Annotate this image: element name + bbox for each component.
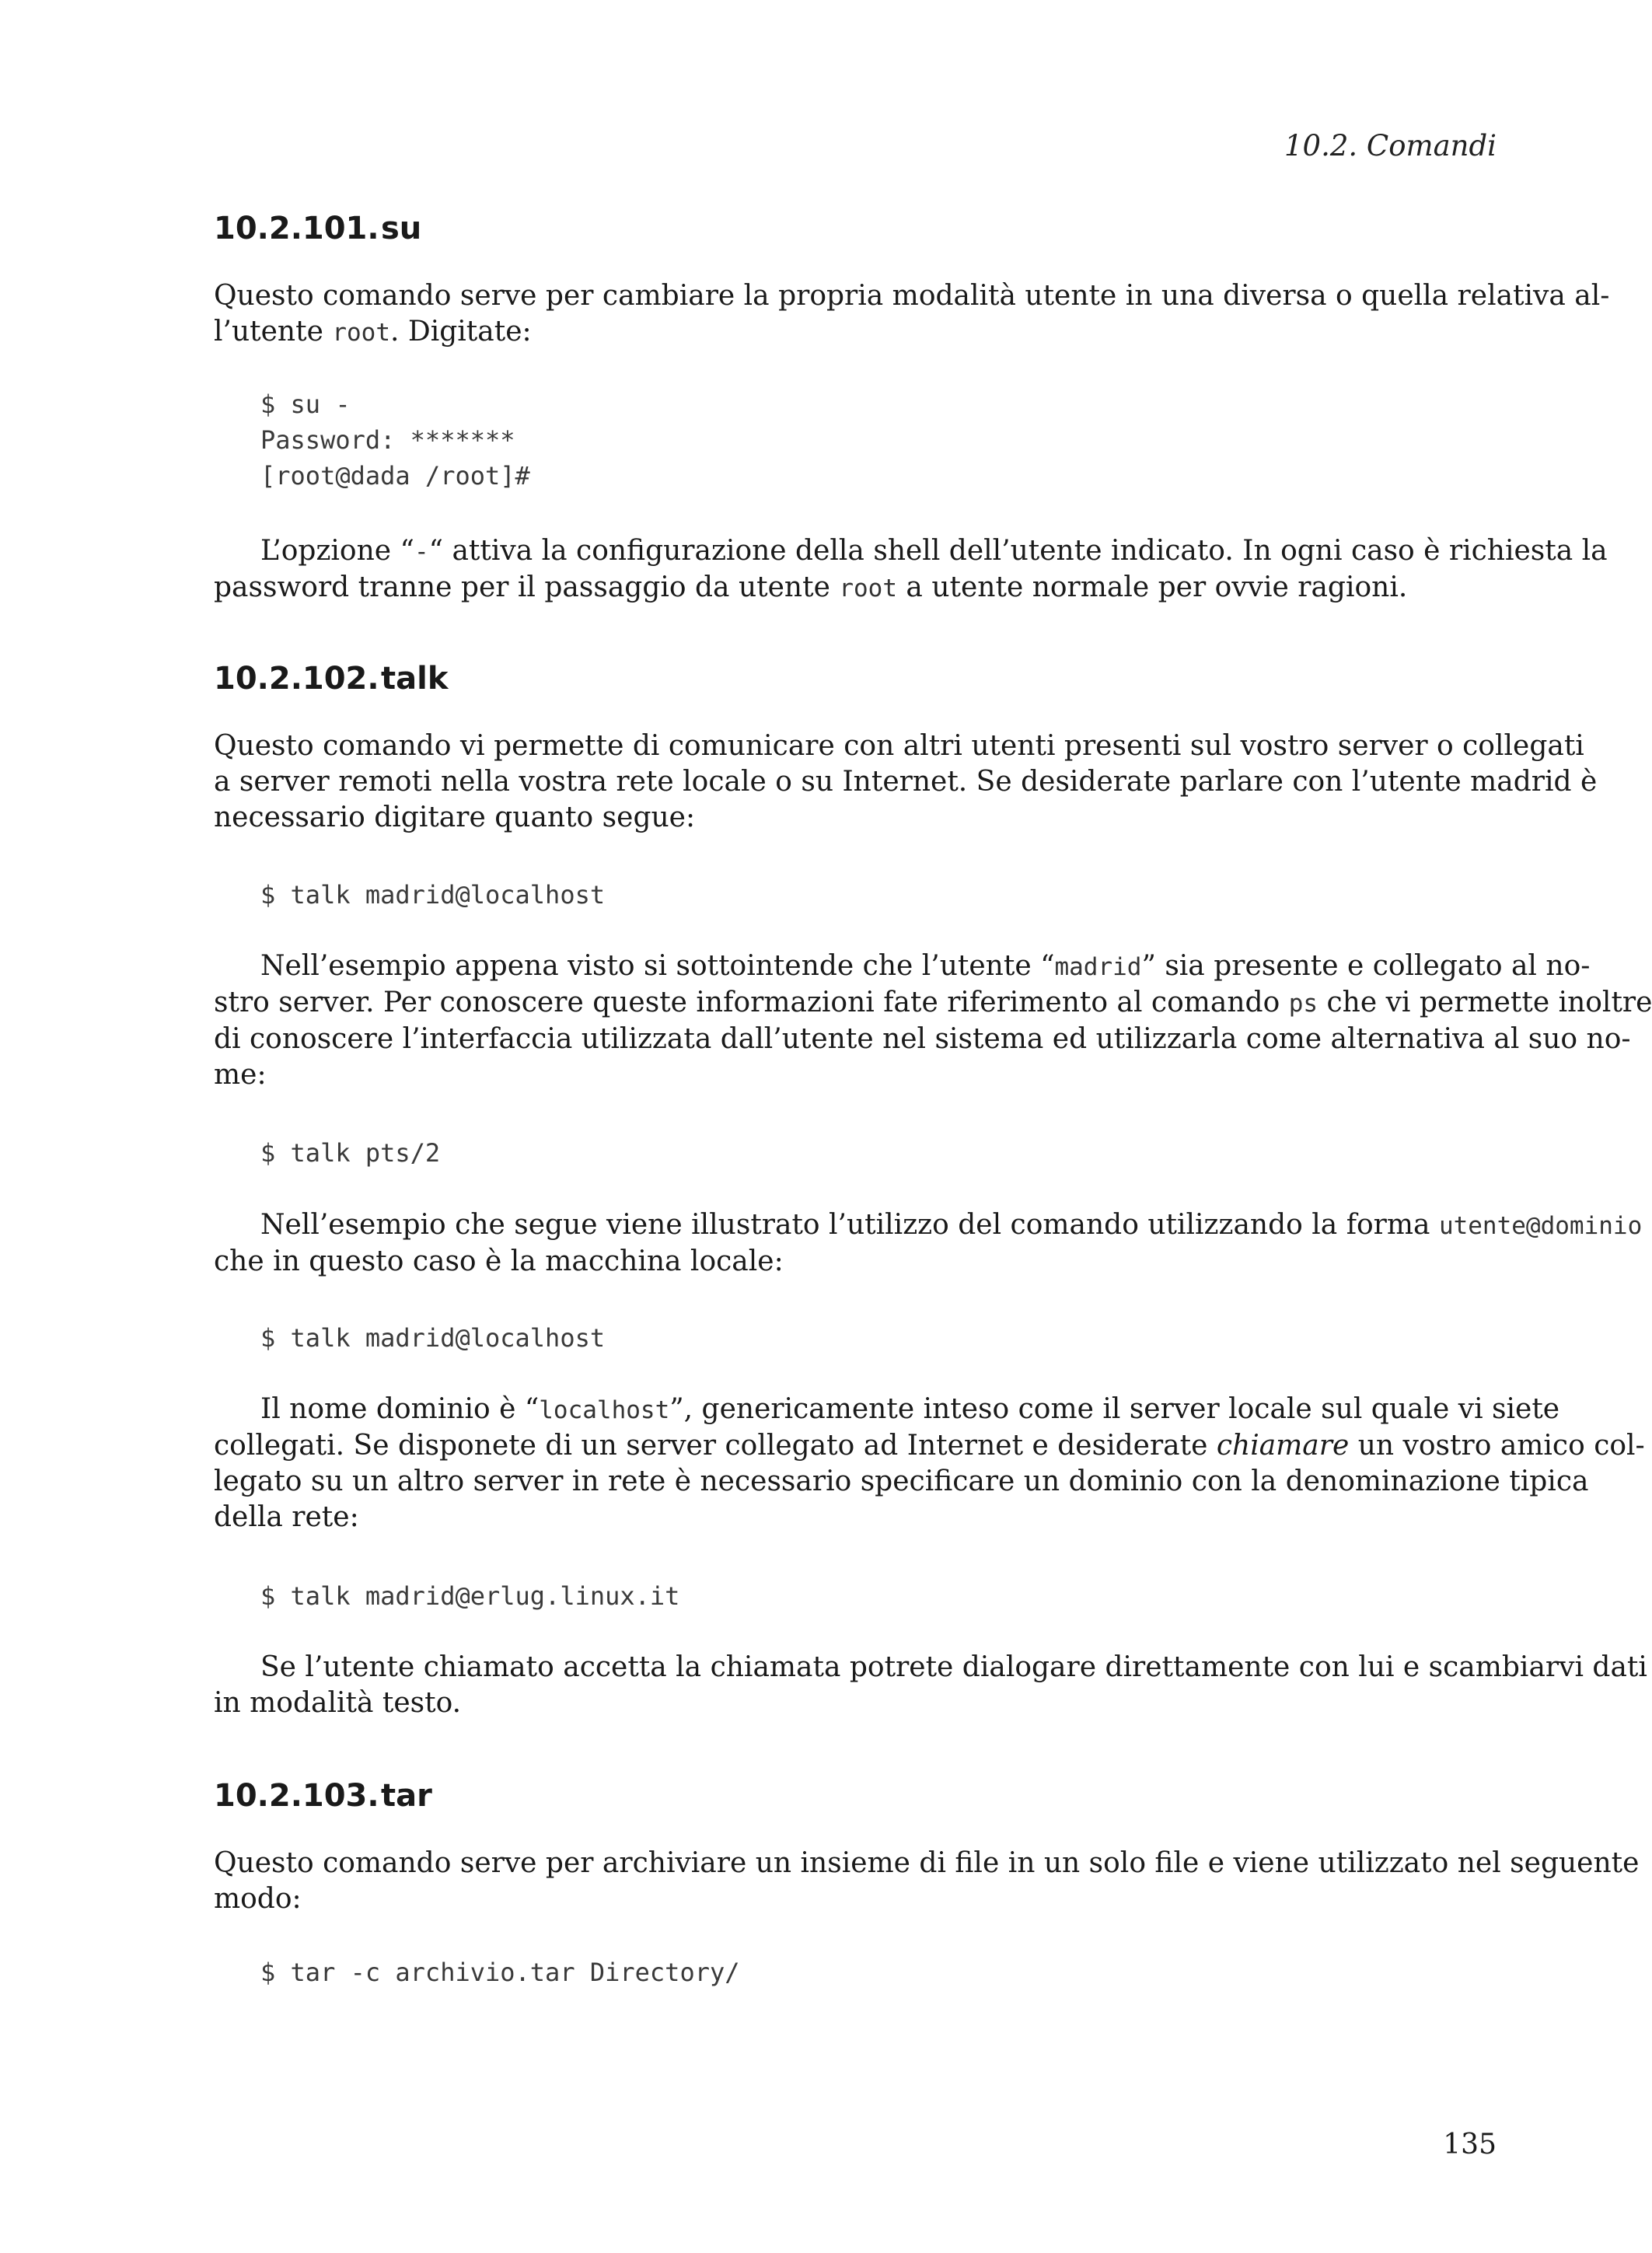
code-line: $ talk madrid@localhost <box>260 1323 606 1353</box>
text-line <box>214 1392 1560 1428</box>
paragraph <box>214 728 1598 836</box>
code-line: $ talk madrid@localhost <box>260 880 606 910</box>
paragraph <box>214 948 1652 1093</box>
section-heading-tar <box>214 1778 432 1814</box>
code-line: $ talk pts/2 <box>260 1138 441 1168</box>
text-line <box>214 314 1497 351</box>
text-run: “ attiva la configurazione della shell dell’utente indicato. In ogni caso è richiesta la <box>428 535 1608 567</box>
text-line <box>214 1428 1645 1464</box>
text-run: password tranne per il passaggio da utente <box>214 571 840 603</box>
page-number: 135 <box>1443 2129 1497 2160</box>
paragraph <box>214 533 1608 606</box>
text-run: ” sia presente e collegato al no- <box>1141 950 1591 982</box>
code-line: Password: ******* <box>260 425 515 455</box>
paragraph <box>214 1207 1643 1280</box>
section-number: 10.2.102. <box>214 661 379 697</box>
inline-code: root <box>839 575 897 603</box>
text-line <box>214 570 1497 606</box>
inline-code: utente@dominio <box>1438 1212 1643 1240</box>
text-line: necessario digitare quanto segue: <box>214 802 696 833</box>
text-run: collegati. Se disponete di un server collegato ad Internet e desiderate <box>214 1430 1217 1462</box>
code-block <box>260 1954 740 1990</box>
text-run: Il nome dominio è “ <box>260 1393 540 1425</box>
paragraph <box>214 1846 1640 1917</box>
inline-code: madrid <box>1054 953 1142 981</box>
section-title: tar <box>381 1778 432 1814</box>
text-run: stro server. Per conoscere queste informazioni fate riferimento al comando <box>214 987 1289 1018</box>
code-block <box>260 877 605 913</box>
code-line: $ tar -c archivio.tar Directory/ <box>260 1958 740 1987</box>
text-line: a server remoti nella vostra rete locale o su Internet. Se desiderate parlare con l’utente madrid è <box>214 766 1598 798</box>
text-line <box>214 985 1652 1022</box>
text-line: di conoscere l’interfaccia utilizzata dall’utente nel sistema ed utilizzarla come alternativa al suo no- <box>214 1023 1631 1055</box>
text-line: Questo comando serve per archiviare un insieme di file in un solo file e viene utilizzato nel seguente <box>214 1847 1640 1879</box>
text-run: . Digitate: <box>389 316 532 348</box>
code-line: $ su - <box>260 389 351 419</box>
paragraph <box>214 1392 1645 1535</box>
text-run: ”, genericamente inteso come il server locale sul quale vi siete <box>669 1393 1560 1425</box>
text-run: un vostro amico col- <box>1349 1430 1645 1462</box>
code-block <box>260 386 530 494</box>
section-heading-talk <box>214 661 448 697</box>
text-run: l’utente <box>214 316 333 348</box>
inline-code: ps <box>1288 990 1318 1018</box>
emphasis: chiamare <box>1216 1430 1350 1462</box>
section-heading-su <box>214 211 421 246</box>
document-page <box>214 0 1652 2253</box>
code-block <box>260 1320 605 1356</box>
paragraph <box>214 1650 1647 1721</box>
section-number: 10.2.101. <box>214 211 379 246</box>
text-line: legato su un altro server in rete è necessario specificare un dominio con la denominazione tipica <box>214 1465 1589 1497</box>
code-block <box>260 1135 440 1171</box>
text-line: me: <box>214 1059 267 1091</box>
code-block <box>260 1578 679 1614</box>
text-run: L’opzione “ <box>260 535 414 567</box>
text-line <box>214 1207 1643 1244</box>
text-line: Se l’utente chiamato accetta la chiamata potrete dialogare direttamente con lui e scambiarvi dati <box>260 1651 1647 1683</box>
section-title: su <box>381 211 422 246</box>
text-line: Questo comando serve per cambiare la propria modalità utente in una diversa o quella relativa al- <box>214 280 1610 312</box>
inline-code: - <box>414 538 429 566</box>
inline-code: root <box>332 319 390 347</box>
text-line: Questo comando vi permette di comunicare con altri utenti presenti sul vostro server o collegati <box>214 730 1584 762</box>
code-line: $ talk madrid@erlug.linux.it <box>260 1581 680 1611</box>
text-line: della rete: <box>214 1501 359 1533</box>
text-line: modo: <box>214 1883 302 1915</box>
text-run: che vi permette inoltre <box>1318 987 1652 1018</box>
text-run: Nell’esempio che segue viene illustrato l’utilizzo del comando utilizzando la forma <box>260 1209 1439 1241</box>
inline-code: localhost <box>539 1396 670 1424</box>
text-line <box>214 948 1591 985</box>
text-line <box>214 533 1608 570</box>
text-run: Nell’esempio appena visto si sottointende che l’utente “ <box>260 950 1055 982</box>
text-line: in modalità testo. <box>214 1687 462 1719</box>
text-run: a utente normale per ovvie ragioni. <box>896 571 1408 603</box>
section-title: talk <box>381 661 449 697</box>
text-line: che in questo caso è la macchina locale: <box>214 1245 784 1277</box>
paragraph <box>214 278 1610 351</box>
running-head: 10.2. Comandi <box>1284 129 1497 162</box>
code-line: [root@dada /root]# <box>260 461 530 491</box>
section-number: 10.2.103. <box>214 1778 379 1814</box>
